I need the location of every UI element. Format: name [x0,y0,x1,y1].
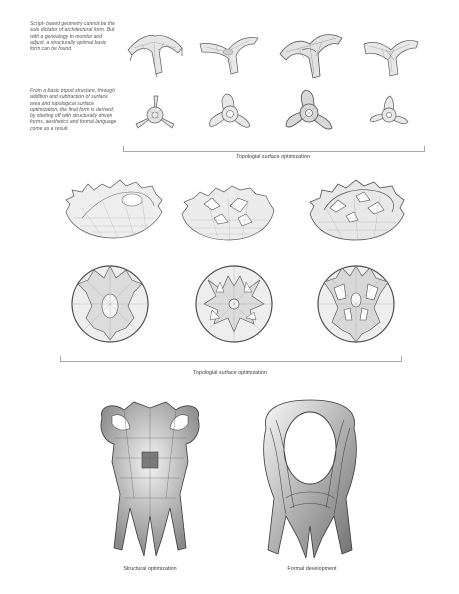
structural-optimization-render [94,398,206,558]
surface-perspective-1 [62,178,166,240]
tripod-perspective-4 [360,30,422,78]
tripod-plan-2 [206,90,254,138]
tripod-plan-3 [284,88,334,138]
caption-bracket-middle [60,356,402,362]
tripod-plan-1 [132,92,178,138]
surface-perspective-2 [178,184,278,242]
surface-plan-2 [192,262,276,346]
surface-plan-1 [68,262,152,346]
intro-paragraph-2: From a basic tripod structure, through addition and subtraction of surface area and topological surface optimization, the final form is derived; by starting off with structurally driven forms, aesthetics and formal language come as a result. [30,88,117,132]
tripod-perspective-2 [198,30,260,78]
caption-bracket-top [123,146,425,152]
intro-paragraph-1: Script- based geometry cannot be the sole dictator of architectural form. But with a genealogy to monitor and adjust, a structurally optimal basic form can be found. [30,21,115,53]
tripod-plan-4 [366,92,412,138]
caption-middle-row: Topologial surface optimization [193,370,267,376]
caption-formal-development: Formal development [287,566,337,572]
caption-structural-optimization: Structural optimization [123,566,177,572]
tripod-perspective-3 [278,28,344,80]
surface-perspective-3 [306,178,408,242]
surface-plan-3 [314,262,398,346]
caption-top-row: Topologial surface optimization [236,154,310,160]
tripod-perspective-1 [124,28,186,78]
formal-development-render [256,398,364,560]
